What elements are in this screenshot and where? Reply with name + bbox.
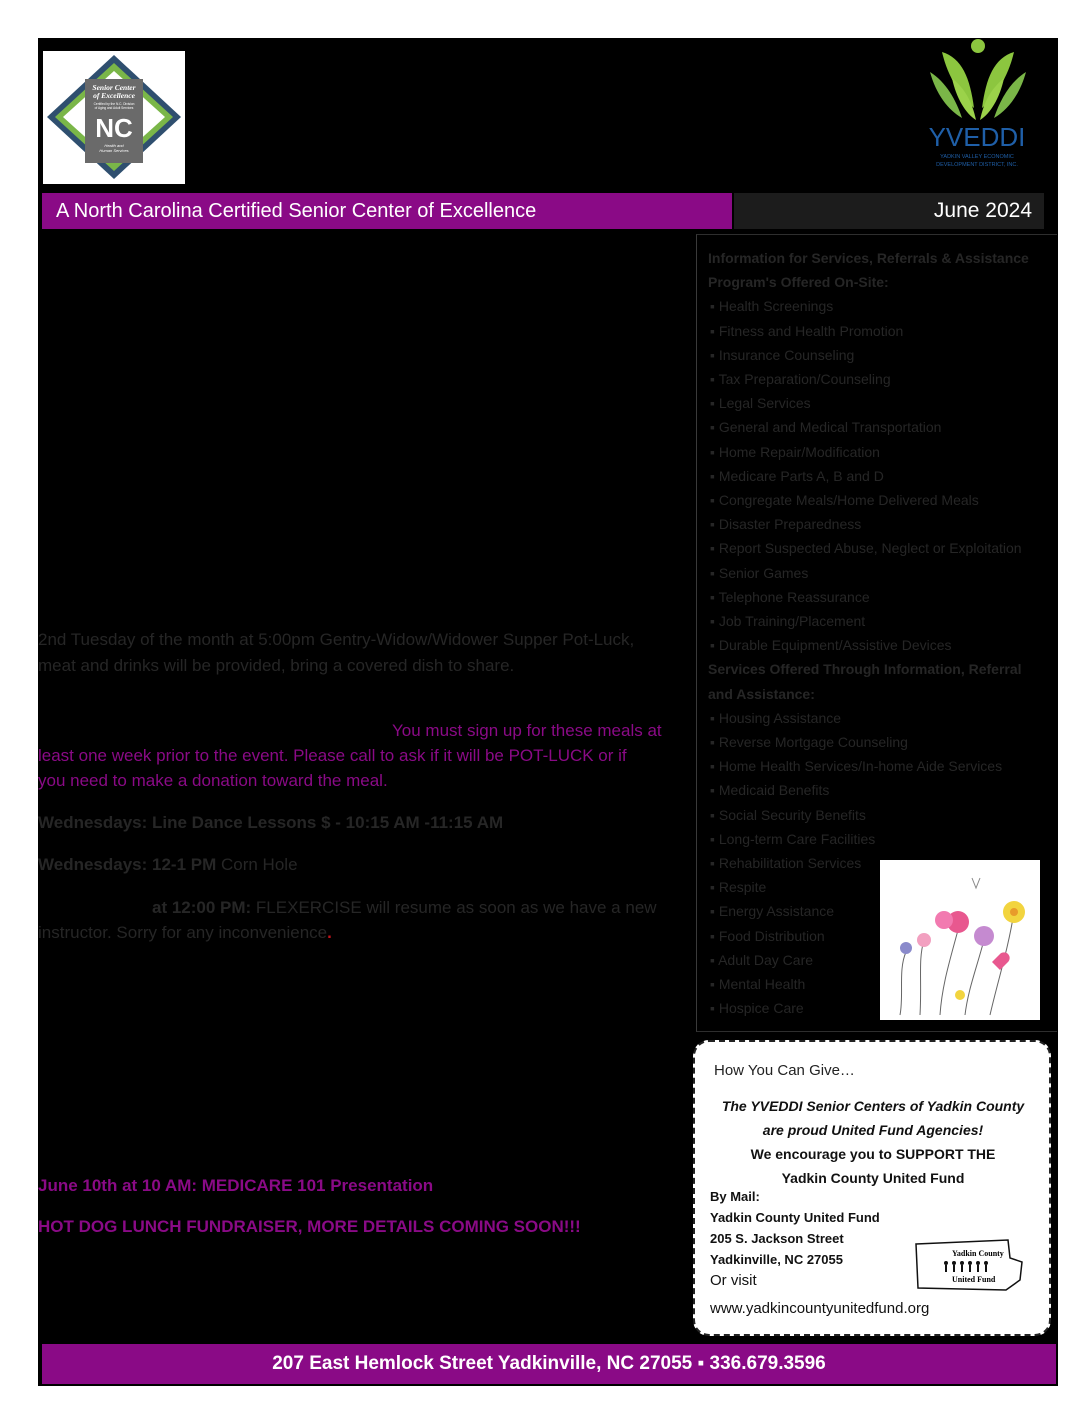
signup-line-3: you need to make a donation toward the meal. [38, 771, 388, 790]
services-heading: Information for Services, Referrals & Assistance [708, 250, 1029, 266]
service-item [708, 367, 1048, 391]
cornhole-text [38, 855, 298, 875]
service-item [708, 536, 1048, 560]
bullet-icon: ▪ [710, 830, 715, 847]
or-visit-text: Or visit [710, 1272, 757, 1289]
nc-senior-center-logo [43, 51, 185, 184]
line-dance-text: Wednesdays: Line Dance Lessons $ - 10:15 AM -11:15 AM [38, 813, 504, 832]
service-item [708, 754, 1048, 778]
flexercise-note: FLEXERCISE will resume as soon as we have a new [251, 898, 657, 917]
service-item [708, 415, 1048, 439]
bullet-icon: ▪ [710, 395, 715, 412]
give-line-2: are proud United Fund Agencies! [762, 1122, 984, 1138]
service-item [708, 633, 1048, 657]
bullet-icon: ▪ [710, 976, 715, 993]
service-item [708, 609, 1048, 633]
give-message [700, 1094, 1046, 1190]
onsite-heading: Program's Offered On-Site: [708, 274, 889, 291]
supper-line-2: meat and drinks will be provided, bring a covered dish to share. [38, 656, 515, 675]
nc-badge-icon [43, 51, 185, 184]
bullet-icon: ▪ [710, 516, 715, 533]
service-label: Insurance Counseling [718, 346, 855, 363]
flexercise-line-2 [38, 923, 332, 943]
service-label: Durable Equipment/Assistive Devices [718, 637, 952, 654]
referral-heading: Services Offered Through Information, Referral [708, 661, 1022, 678]
mail-line-2: 205 S. Jackson Street [710, 1231, 844, 1246]
issue-date: June 2024 [734, 193, 1044, 229]
service-item [708, 778, 1048, 802]
mail-label: By Mail: [710, 1189, 760, 1204]
cornhole-activity: Corn Hole [216, 855, 298, 874]
county-map-icon [912, 1236, 1026, 1294]
bullet-icon: ▪ [710, 346, 715, 363]
bullet-icon: ▪ [710, 637, 715, 654]
bullet-icon: ▪ [710, 951, 715, 968]
supper-line-1: 2nd Tuesday of the month at 5:00pm Gentry-Widow/Widower Supper Pot-Luck, [38, 630, 635, 649]
onsite-services-list [708, 294, 1048, 657]
yveddi-figure-icon [912, 38, 1042, 178]
cornhole-time: Wednesdays: 12-1 PM [38, 855, 217, 874]
bullet-icon: ▪ [710, 467, 715, 484]
flexercise-line-1 [152, 898, 657, 918]
footer-address: 207 East Hemlock Street Yadkinville, NC 27055 ▪ 336.679.3596 [42, 1344, 1056, 1384]
bullet-icon: ▪ [710, 806, 715, 823]
svg-text:YVEDDI: YVEDDI [928, 122, 1026, 152]
svg-text:Yadkin County: Yadkin County [952, 1249, 1004, 1258]
medicare-event: June 10th at 10 AM: MEDICARE 101 Presentation [38, 1176, 434, 1195]
mail-line-3: Yadkinville, NC 27055 [710, 1252, 843, 1267]
bullet-icon: ▪ [710, 879, 715, 896]
flexercise-time: at 12:00 PM: [152, 898, 252, 917]
service-label: Social Security Benefits [718, 806, 866, 823]
bullet-icon: ▪ [710, 322, 715, 339]
bullet-icon: ▪ [710, 419, 715, 436]
service-item [708, 343, 1048, 367]
service-label: Congregate Meals/Home Delivered Meals [718, 492, 979, 509]
signup-line-1: You must sign up for these meals at [392, 721, 662, 740]
bullet-icon: ▪ [710, 758, 715, 775]
service-label: Housing Assistance [718, 709, 842, 726]
service-label: Health Screenings [718, 298, 834, 315]
service-item [708, 319, 1048, 343]
bullet-icon: ▪ [710, 903, 715, 920]
service-label: Adult Day Care [718, 951, 814, 968]
service-item [708, 561, 1048, 585]
bullet-icon: ▪ [710, 443, 715, 460]
service-item [708, 464, 1048, 488]
flower-illustration-icon [880, 860, 1040, 1020]
svg-text:DEVELOPMENT DISTRICT, INC.: DEVELOPMENT DISTRICT, INC. [936, 162, 1018, 168]
service-item [708, 585, 1048, 609]
service-label: Legal Services [718, 395, 811, 412]
service-item [708, 294, 1048, 318]
service-item [708, 488, 1048, 512]
certified-banner: A North Carolina Certified Senior Center of Excellence [42, 193, 732, 229]
bullet-icon: ▪ [710, 709, 715, 726]
signup-line-2: least one week prior to the event. Please call to ask if it will be POT-LUCK or if [38, 746, 627, 765]
service-label: Food Distribution [718, 927, 825, 944]
service-label: Home Health Services/In-home Aide Services [718, 758, 1003, 775]
hotdog-fundraiser: HOT DOG LUNCH FUNDRAISER, MORE DETAILS COMING SOON!!! [38, 1217, 581, 1236]
yveddi-logo [912, 38, 1042, 178]
mail-line-1: Yadkin County United Fund [710, 1210, 880, 1225]
bullet-icon: ▪ [710, 492, 715, 509]
bullet-icon: ▪ [710, 298, 715, 315]
bullet-icon: ▪ [710, 1000, 715, 1017]
service-item [708, 730, 1048, 754]
svg-text:Senior Center: Senior Center [92, 83, 136, 92]
bullet-icon: ▪ [710, 588, 715, 605]
flexercise-dot: . [327, 923, 332, 942]
service-label: Job Training/Placement [718, 613, 866, 630]
service-label: Disaster Preparedness [718, 516, 862, 533]
svg-text:Health and: Health and [104, 143, 124, 148]
service-item [708, 827, 1048, 851]
service-label: Respite [718, 879, 767, 896]
service-item [708, 391, 1048, 415]
referral-heading-cont: and Assistance: [708, 685, 815, 702]
bullet-icon: ▪ [710, 855, 715, 872]
svg-text:NC: NC [95, 113, 133, 143]
service-label: Energy Assistance [718, 903, 835, 920]
bullet-icon: ▪ [710, 564, 715, 581]
united-fund-logo [912, 1236, 1026, 1294]
bullet-icon: ▪ [710, 927, 715, 944]
service-label: Tax Preparation/Counseling [718, 371, 891, 388]
service-item [708, 803, 1048, 827]
give-title: How You Can Give… [714, 1062, 855, 1079]
give-line-4: Yadkin County United Fund [781, 1170, 965, 1186]
service-label: General and Medical Transportation [718, 419, 942, 436]
service-label: Home Repair/Modification [718, 443, 880, 460]
service-item [708, 440, 1048, 464]
service-label: Rehabilitation Services [718, 855, 862, 872]
svg-text:YADKIN VALLEY ECONOMIC: YADKIN VALLEY ECONOMIC [940, 154, 1014, 160]
service-label: Reverse Mortgage Counseling [718, 734, 908, 751]
bullet-icon: ▪ [710, 613, 715, 630]
service-label: Hospice Care [718, 1000, 804, 1017]
service-item [708, 706, 1048, 730]
give-line-3: We encourage you to SUPPORT THE [750, 1146, 996, 1162]
service-label: Medicare Parts A, B and D [718, 467, 884, 484]
bullet-icon: ▪ [710, 371, 715, 388]
svg-text:United Fund: United Fund [952, 1275, 996, 1284]
bullet-icon: ▪ [710, 782, 715, 799]
flexercise-apology: instructor. Sorry for any inconvenience [38, 923, 328, 942]
svg-text:Human Services: Human Services [99, 148, 129, 153]
service-label: Long-term Care Facilities [718, 830, 876, 847]
service-label: Fitness and Health Promotion [718, 322, 904, 339]
flowers-clipart [880, 860, 1040, 1020]
service-label: Senior Games [718, 564, 809, 581]
mail-address [710, 1186, 880, 1270]
service-label: Report Suspected Abuse, Neglect or Exploitation [718, 540, 1022, 557]
service-item [708, 512, 1048, 536]
bullet-icon: ▪ [710, 734, 715, 751]
svg-text:Certified by the N.C. Division: Certified by the N.C. Division [93, 102, 135, 106]
service-label: Mental Health [718, 976, 806, 993]
bullet-icon: ▪ [710, 540, 715, 557]
svg-text:of Aging and Adult Services: of Aging and Adult Services [94, 106, 134, 110]
svg-text:of Excellence: of Excellence [93, 91, 135, 100]
service-label: Medicaid Benefits [718, 782, 830, 799]
service-label: Telephone Reassurance [718, 588, 870, 605]
united-fund-link[interactable]: www.yadkincountyunitedfund.org [710, 1300, 930, 1317]
give-line-1: The YVEDDI Senior Centers of Yadkin County [721, 1098, 1025, 1114]
